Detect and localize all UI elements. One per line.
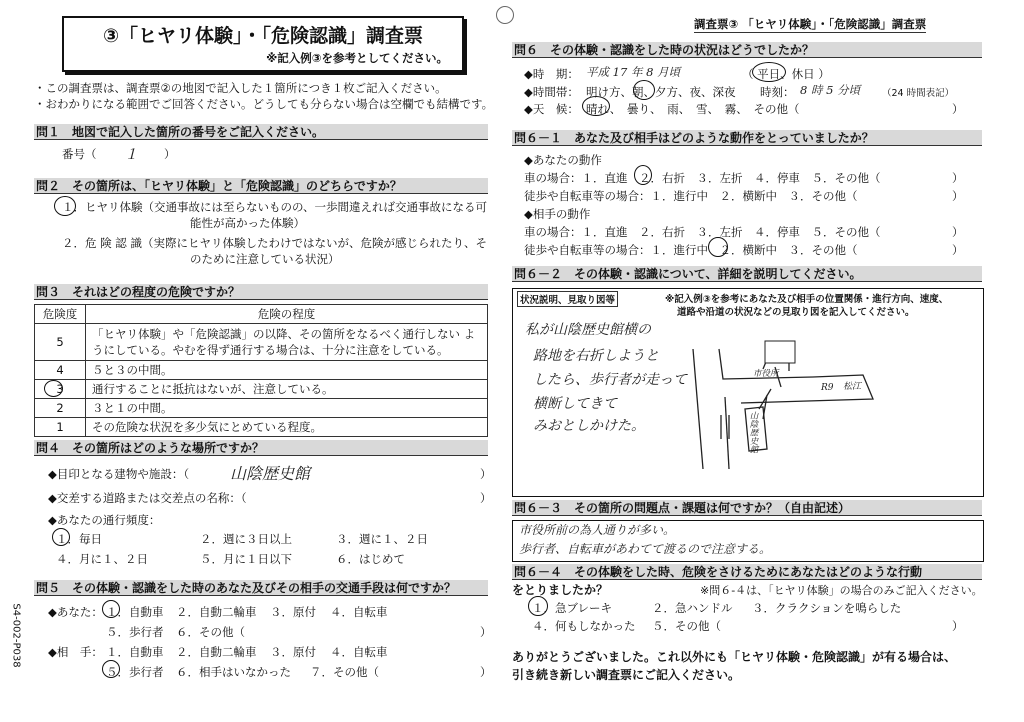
q6-weekday[interactable]: （ 平日、休日 ）: [742, 67, 830, 81]
q5-heading: 問５ その体験・認識をした時のあなた及びその相手の交通手段は何ですか？: [34, 580, 488, 596]
q6-4-option-3[interactable]: ３．クラクションを鳴らした: [752, 601, 902, 615]
punch-hole: [496, 6, 514, 24]
q6-2-heading: 問６－２ その体験・認識について、詳細を説明してください。: [512, 266, 982, 282]
q6-weather-circle: [582, 96, 610, 116]
table-row[interactable]: [35, 399, 488, 418]
q6-4-option-4[interactable]: ４．何もしなかった: [532, 619, 636, 633]
q4-freq-4[interactable]: ４．月に１、２日: [56, 552, 148, 566]
q1-field-close: ）: [164, 147, 176, 161]
page-subtitle: ※記入例③を参考としてください。: [266, 51, 448, 65]
q3-desc-2: ３と１の中間。: [86, 399, 488, 418]
intro-line-2: ・おわかりになる範囲でご回答ください。どうしても分らない場合は空欄でも結構です。: [34, 97, 494, 111]
q6-2-diagram-box[interactable]: [512, 288, 984, 497]
q4-freq-2[interactable]: ２．週に３日以上: [200, 532, 292, 546]
q6-clock-label: 時刻：: [760, 85, 795, 99]
title-box: [62, 16, 464, 72]
q5-you-m2[interactable]: ２．自動二輪車: [176, 605, 257, 619]
q1-field-label: 番号（: [62, 147, 97, 161]
closing-line-2: 引き続き新しい調査票にご記入ください。: [512, 668, 741, 682]
q6-3-answer-box[interactable]: [512, 520, 984, 562]
q2-option-2-cont: のために注意している状況）: [190, 252, 340, 266]
q5-partner-m4[interactable]: ４．自転車: [330, 645, 388, 659]
q6-4-heading-cont: をとりましたか？: [512, 583, 609, 597]
q6-1-partner-walk-close: ）: [952, 243, 964, 257]
table-row[interactable]: [35, 324, 488, 361]
q6-2-hand-line-5: みおとしかけた。: [533, 418, 645, 434]
q3-risk-table: [34, 304, 488, 437]
q6-4-note: ※問６-４は、「ヒヤリ体験」の場合のみご記入ください。: [700, 584, 983, 597]
q5-you-m4[interactable]: ４．自転車: [330, 605, 388, 619]
q6-2-box-title: 状況説明、見取り図等: [517, 291, 618, 307]
q6-2-sketch-map: [663, 329, 953, 479]
q4-road-label: ◆交差する道路または交差点の名称：（: [48, 491, 247, 505]
q2-option-1-cont: 能性が高かった体験）: [190, 216, 305, 230]
q6-2-hand-line-4: 横断してきて: [533, 396, 617, 412]
q6-1-you-car[interactable]: 車の場合：１．直進 ２．右折 ３．左折 ４．停車 ５．その他（: [524, 171, 881, 185]
q6-time-options[interactable]: 明け方、朝、夕方、夜、深夜: [586, 85, 736, 99]
q6-weekday-circle: [752, 62, 786, 82]
side-code: S4-002-P038: [10, 603, 22, 668]
q5-partner-m1[interactable]: １．自動車: [106, 645, 164, 659]
q3-level-5: 5: [35, 324, 86, 361]
q6-clock-value[interactable]: 8 時 5 分頃: [800, 83, 861, 97]
q4-landmark-label: ◆目印となる建物や施設：（: [48, 467, 190, 481]
q5-partner-m5[interactable]: ５．歩行者: [106, 665, 164, 679]
q6-time-circle: [633, 80, 655, 100]
q3-level-3-value: 3: [56, 382, 64, 396]
q4-freq-3[interactable]: ３．週に１、２日: [336, 532, 428, 546]
q3-level-3: [35, 380, 86, 399]
table-row[interactable]: [35, 418, 488, 437]
q6-1-partner-car[interactable]: 車の場合：１．直進 ２．右折 ３．左折 ４．停車 ５．その他（: [524, 225, 881, 239]
q6-2-map-label-matsue: 松江: [843, 382, 862, 392]
q3-col-level: 危険度: [35, 305, 86, 324]
q3-level-4: 4: [35, 361, 86, 380]
q6-2-hand-line-3: したら、歩行者が走って: [533, 372, 687, 388]
q4-heading: 問４ その箇所はどのような場所ですか？: [34, 440, 488, 456]
page-title: ③「ヒヤリ体験」・「危険認識」調査票: [102, 25, 424, 47]
q4-landmark-value[interactable]: 山陰歴史館: [230, 464, 311, 483]
q6-1-partner-walk[interactable]: 徒歩や自転車等の場合：１．進行中 ２．横断中 ３．その他（: [524, 243, 858, 257]
q1-number-value[interactable]: １: [124, 147, 138, 163]
q6-2-map-label-museum: 山陰歴史館: [748, 411, 758, 454]
table-row[interactable]: [35, 380, 488, 399]
q6-period-label: ◆時 期：: [524, 67, 579, 81]
q5-you-close: ）: [480, 625, 492, 639]
q6-2-map-label-r9: R9: [821, 383, 834, 393]
q3-level-1: 1: [35, 418, 86, 437]
q6-2-note-2: 道路や沿道の状況などの見取り図を記入してください。: [677, 307, 915, 318]
q6-2-hand-line-2: 路地を右折しようと: [533, 348, 659, 364]
q5-partner-label: ◆相 手：: [48, 645, 103, 659]
q6-2-map-label-cityhall: 市役所: [753, 369, 779, 379]
q6-2-note-1: ※記入例③を参考にあなた及び相手の位置関係・進行方向、速度、: [665, 294, 949, 305]
q3-answer-circle: [44, 380, 63, 397]
q6-4-option-5-close: ）: [952, 619, 964, 633]
table-row[interactable]: [35, 361, 488, 380]
q2-option-2[interactable]: ２．危 険 認 識（実際にヒヤリ体験したわけではないが、危険が感じられたり、そ: [62, 236, 487, 250]
q5-you-m5[interactable]: ５．歩行者: [106, 625, 164, 639]
q5-partner-close: ）: [480, 665, 492, 679]
q5-you-m1[interactable]: １．自動車: [106, 605, 164, 619]
q4-road-close: ）: [480, 491, 492, 505]
q6-1-you-heading: ◆あなたの動作: [524, 153, 602, 167]
q6-1-you-car-close: ）: [952, 171, 964, 185]
q5-you-m6[interactable]: ６．その他（: [176, 625, 245, 639]
q2-option-1[interactable]: １．ヒヤリ体験（交通事故には至らないものの、一歩間違えれば交通事故になる可: [62, 200, 488, 214]
q6-1-heading: 問６－１ あなた及び相手はどのような動作をとっていましたか？: [512, 130, 982, 146]
q5-partner-m2[interactable]: ２．自動二輪車: [176, 645, 257, 659]
q6-1-partner-walk-circle: [708, 237, 728, 257]
table-header-row: [35, 305, 488, 324]
q6-1-you-car-circle: [634, 165, 652, 185]
q6-4-option-2[interactable]: ２．急ハンドル: [652, 601, 733, 615]
q6-clock-note: （24 時間表記）: [882, 88, 955, 99]
q6-weather-label: ◆天 候：: [524, 102, 579, 116]
q4-freq-5[interactable]: ５．月に１日以下: [200, 552, 292, 566]
q3-level-2: 2: [35, 399, 86, 418]
q5-partner-m3[interactable]: ３．原付: [270, 645, 316, 659]
q6-2-hand-line-1: 私が山陰歴史館横の: [525, 322, 651, 338]
q6-weather-options[interactable]: 晴れ、 曇り、 雨、 雪、 霧、 その他（: [586, 102, 800, 116]
q6-1-you-walk-close: ）: [952, 189, 964, 203]
q4-landmark-close: ）: [480, 467, 492, 481]
q6-period-value[interactable]: 平成 17 年 8 月頃: [586, 65, 681, 79]
q2-heading: 問２ その箇所は、「ヒヤリ体験」と「危険認識」のどちらですか？: [34, 178, 488, 194]
q6-3-heading: 問６－３ その箇所の問題点・課題は何ですか？（自由記述）: [512, 500, 982, 516]
q3-heading: 問３ それはどの程度の危険ですか？: [34, 284, 488, 300]
q5-partner-m6[interactable]: ６．相手はいなかった: [176, 665, 291, 679]
q6-weather-close: ）: [952, 102, 964, 116]
q6-4-option-1[interactable]: １．急ブレーキ: [532, 601, 613, 615]
q5-you-label: ◆あなた：: [48, 605, 103, 619]
q3-desc-1: その危険な状況を多少気にとめている程度。: [86, 418, 488, 437]
closing-line-1: ありがとうございました。これ以外にも「ヒヤリ体験・危険認識」が有る場合は、: [512, 650, 957, 664]
q4-frequency-label: ◆あなたの通行頻度：: [48, 513, 161, 527]
right-header-label: 調査票③ 「ヒヤリ体験」・「危険認識」調査票: [694, 17, 927, 31]
q6-heading: 問６ その体験・認識をした時の状況はどうでしたか？: [512, 42, 982, 58]
q6-1-partner-car-close: ）: [952, 225, 964, 239]
q6-1-you-walk[interactable]: 徒歩や自転車等の場合：１．進行中 ２．横断中 ３．その他（: [524, 189, 858, 203]
q3-desc-4: ５と３の中間。: [86, 361, 488, 380]
intro-line-1: ・この調査票は、調査票②の地図で記入した１箇所につき１枚ご記入ください。: [34, 81, 447, 95]
q6-1-partner-heading: ◆相手の動作: [524, 207, 591, 221]
q6-time-label: ◆時間帯：: [524, 85, 579, 99]
q6-4-option-5[interactable]: ５．その他（: [652, 619, 721, 633]
q4-freq-1[interactable]: １．毎日: [56, 532, 102, 546]
q3-col-desc: 危険の程度: [86, 305, 488, 324]
q3-desc-5: 「ヒヤリ体験」や「危険認識」の以降、その箇所をなるべく通行しない ようにしている。やむを得ず通行する場合は、十分に注意をしている。: [86, 324, 488, 361]
q6-4-heading: 問６－４ その体験をした時、危険をさけるためにあなたはどのような行動: [512, 564, 982, 580]
q3-desc-3: 通行することに抵抗はないが、注意している。: [86, 380, 488, 399]
q6-3-hand-line-2: 歩行者、自転車があわてて渡るので注意する。: [519, 542, 772, 556]
q5-partner-m7[interactable]: ７．その他（: [310, 665, 379, 679]
q6-3-hand-line-1: 市役所前の為人通りが多い。: [519, 523, 676, 537]
q1-heading: 問１ 地図で記入した箇所の番号をご記入ください。: [34, 124, 488, 140]
q5-you-m3[interactable]: ３．原付: [270, 605, 316, 619]
q4-freq-6[interactable]: ６．はじめて: [336, 552, 405, 566]
